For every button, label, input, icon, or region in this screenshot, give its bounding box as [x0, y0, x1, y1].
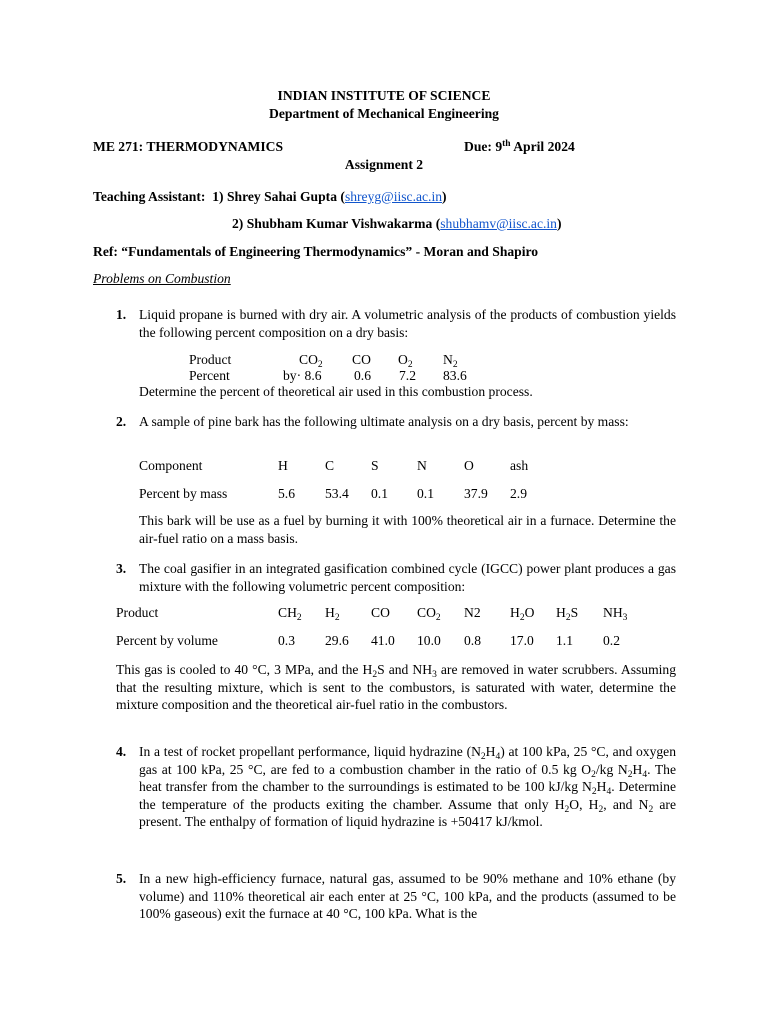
due-date: Due: 9th April 2024 [464, 139, 575, 154]
problem-3-question: This gas is cooled to 40 °C, 3 MPa, and the $H_2S$ and $NH_3$ are removed in water scrubbers. Assuming that the resulting mixture, which is sent to the combustors, is saturated with water, determine the mixture composition and the theoretical air-fuel ratio in the combustors. [116, 662, 677, 712]
problem-5-text: In a new high-efficiency furnace, natural gas, assumed to be 90% methane and 10% ethane (by volume) and 110% theoretical air each enter at 25 °C, 100 kPa, and the products (assumed to be 100% gaseous) exit the furnace at 40 °C, 100 kPa. What is the [139, 871, 676, 921]
ta-line-2: 2) Shubham Kumar Vishwakarma (shubhamv@iisc.ac.in) [232, 216, 562, 231]
problem-1-text: Liquid propane is burned with dry air. A volumetric analysis of the products of combustion yields the following percent composition on a dry basis: [139, 307, 676, 340]
problem-2-table-header: Component H C S N O ash [139, 458, 529, 473]
course-title: ME 271: THERMODYNAMICS [93, 139, 284, 154]
ta-label: Teaching Assistant: [93, 189, 206, 204]
ta1-email-link[interactable]: shreyg@iisc.ac.in [344, 189, 443, 204]
problem-1-question: Determine the percent of theoretical air used in this combustion process. [139, 384, 533, 399]
problem-1-table-values: Percent by· 8.6 0.6 7.2 83.6 [189, 368, 467, 383]
assignment-title: Assignment 2 [344, 157, 424, 172]
problem-3-text: The coal gasifier in an integrated gasification combined cycle (IGCC) power plant produces a gas mixture with the following volumetric percent composition: [139, 561, 676, 594]
problem-3-table-header: Product $CH_2$ $H_2$ CO $CO_2$ N2 $H_2O$ $H_2S$ $NH_3$ [116, 605, 628, 623]
problem-1-number: 1. [116, 307, 127, 322]
problem-4-number: 4. [116, 744, 127, 759]
department-name: Department of Mechanical Engineering [269, 106, 499, 121]
problem-1-table-header: Product $CO_2$ CO $O_2$ $N_2$ [189, 352, 458, 370]
problem-2-question: This bark will be use as a fuel by burning it with 100% theoretical air in a furnace. Determine the air-fuel ratio on a mass basis. [139, 513, 676, 546]
problem-2-table-values: Percent by mass 5.6 53.4 0.1 0.1 37.9 2.9 [139, 486, 527, 501]
reference-line: Ref: “Fundamentals of Engineering Thermodynamics” - Moran and Shapiro [93, 244, 539, 259]
problem-2-number: 2. [116, 414, 127, 429]
section-title: Problems on Combustion [93, 271, 231, 286]
problem-3-table-values: Percent by volume 0.3 29.6 41.0 10.0 0.8 17.0 1.1 0.2 [116, 633, 620, 648]
ta-line-1: Teaching Assistant: 1) Shrey Sahai Gupta (shreyg@iisc.ac.in) [93, 189, 447, 204]
ta2-email-link[interactable]: shubhamv@iisc.ac.in [440, 216, 557, 231]
problem-4-text: In a test of rocket propellant performance, liquid hydrazine $(N_2H_4)$ at 100 kPa, 25 °C, and oxygen gas at 100 kPa, 25 °C, are fed to a combustion chamber in the ratio of 0.5 kg $O_2/kg$ $N_2H_4$. The heat transfer from the chamber to the surroundings is estimated to be 100 kJ/kg $N_2H_4$. Determine the temperature of the products exiting the chamber. Assume that only $H_2O$, $H_2$, and $N_2$ are present. The enthalpy of formation of liquid hydrazine is +50417 kJ/kmol. [139, 744, 677, 829]
problem-5-number: 5. [116, 871, 127, 886]
problem-2-text: A sample of pine bark has the following ultimate analysis on a dry basis, percent by mass: [139, 414, 629, 429]
problem-3-number: 3. [116, 561, 127, 576]
institute-name: INDIAN INSTITUTE OF SCIENCE [277, 88, 491, 103]
